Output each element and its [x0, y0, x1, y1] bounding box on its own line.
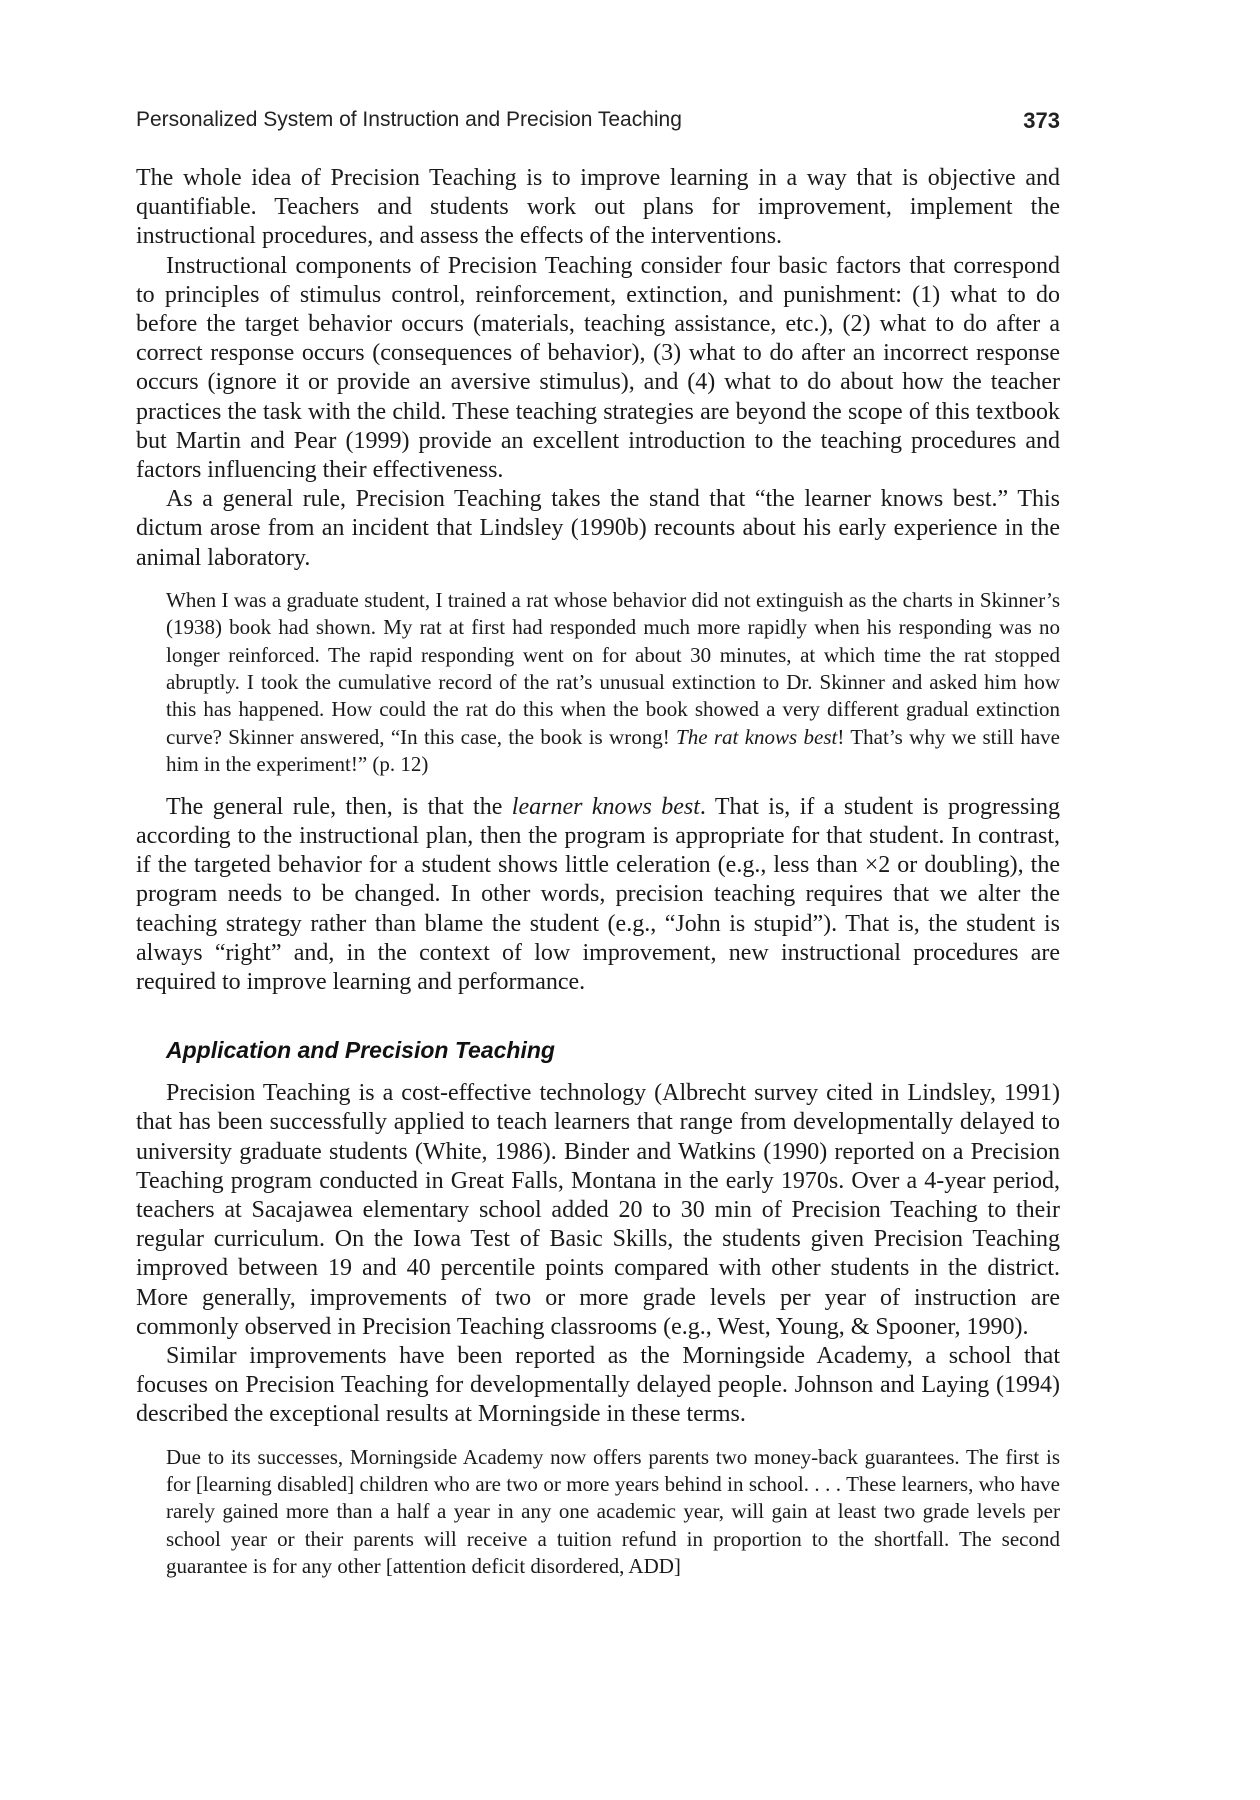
paragraph-general-rule: [136, 793, 1060, 997]
paragraph-instructional-components: Instructional components of Precision Teaching consider four basic factors that correspond to principles of stimulus control, reinforcement, extinction, and punishment: (1) what to do before the target behavior occurs (materials, teaching assistance, etc.), (2) what to do after a correct response occurs (consequences of behavior), (3) what to do after an incorrect response occurs (ignore it or provide an aversive stimulus), and (4) what to do about how the teacher practices the task with the child. These teaching strategies are beyond the scope of this textbook but Martin and Pear (1999) provide an excellent introduction to the teaching procedures and factors influencing their effectiveness.: [136, 252, 1060, 484]
quote-emphasis: The rat knows best: [676, 724, 838, 749]
paragraph-objective-learning: The whole idea of Precision Teaching is to improve learning in a way that is objective and quantifiable. Teachers and students work out plans for improvement, implement the instructional procedures, and assess the effects of the interventions.: [136, 165, 1060, 250]
paragraph-cost-effective: Precision Teaching is a cost-effective technology (Albrecht survey cited in Lindsley, 1991) that has been successfully applied to teach learners that range from developmentally delayed to university graduate students (White, 1986). Binder and Watkins (1990) reported on a Precision Teaching program conducted in Great Falls, Montana in the early 1970s. Over a 4-year period, teachers at Sacajawea elementary school added 20 to 30 min of Precision Teaching to their regular curriculum. On the Iowa Test of Basic Skills, the students given Precision Teaching improved between 19 and 40 percentile points compared with other students in the district. More generally, improvements of two or more grade levels per year of instruction are commonly observed in Precision Teaching classrooms (e.g., West, Young, & Spooner, 1990).: [136, 1080, 1060, 1340]
general-rule-part-2: . That is, if a student is progressing according to the instructional plan, then the program is appropriate for that student. In contrast, if the targeted behavior for a student shows little celeration (e.g., less than ×2 or doubling), the program needs to be changed. In other words, precision teaching requires that we alter the teaching strategy rather than blame the student (e.g., “John is stupid”). That is, the student is always “right” and, in the context of low improvement, new instructional procedures are required to improve learning and performance.: [136, 793, 1061, 995]
block-quote-lindsley: [166, 587, 1060, 779]
section-heading: Application and Precision Teaching: [166, 1037, 555, 1064]
quote-text-part-1: When I was a graduate student, I trained a rat whose behavior did not extinguish as the charts in Skinner’s (1938) book had shown. My rat at first had responded much more rapidly when his responding was no longer reinforced. The rapid responding went on for about 30 minutes, at which time the rat stopped abruptly. I took the cumulative record of the rat’s unusual extinction to Dr. Skinner and asked him how this has happened. How could the rat do this when the book showed a very different gradual extinction curve? Skinner answered, “In this case, the book is wrong!: [166, 587, 1060, 749]
quote-text-part-2: ! That’s why we still have him in the experiment!” (p. 12): [166, 724, 1060, 777]
general-rule-emphasis: learner knows best: [511, 793, 700, 820]
paragraph-learner-knows-best: As a general rule, Precision Teaching takes the stand that “the learner knows best.” This dictum arose from an incident that Lindsley (1990b) recounts about his early experience in the animal laboratory.: [136, 486, 1060, 571]
block-quote-morningside: Due to its successes, Morningside Academy now offers parents two money-back guarantees. The first is for [learning disabled] children who are two or more years behind in school. . . . These learners, who have rarely gained more than a half a year in any one academic year, will gain at least two grade levels per school year or their parents will receive a tuition refund in proportion to the shortfall. The second guarantee is for any other [attention deficit disordered, ADD]: [166, 1444, 1060, 1579]
paragraph-morningside: Similar improvements have been reported as the Morningside Academy, a school that focuses on Precision Teaching for developmentally delayed people. Johnson and Laying (1994) described the exceptional results at Morningside in these terms.: [136, 1342, 1060, 1428]
running-head: [136, 108, 1060, 140]
general-rule-part-1: The general rule, then, is that the: [166, 793, 512, 820]
page-body: [136, 164, 1060, 1595]
running-head-title: Personalized System of Instruction and Precision Teaching: [136, 108, 682, 131]
page-number: 373: [1023, 108, 1060, 133]
